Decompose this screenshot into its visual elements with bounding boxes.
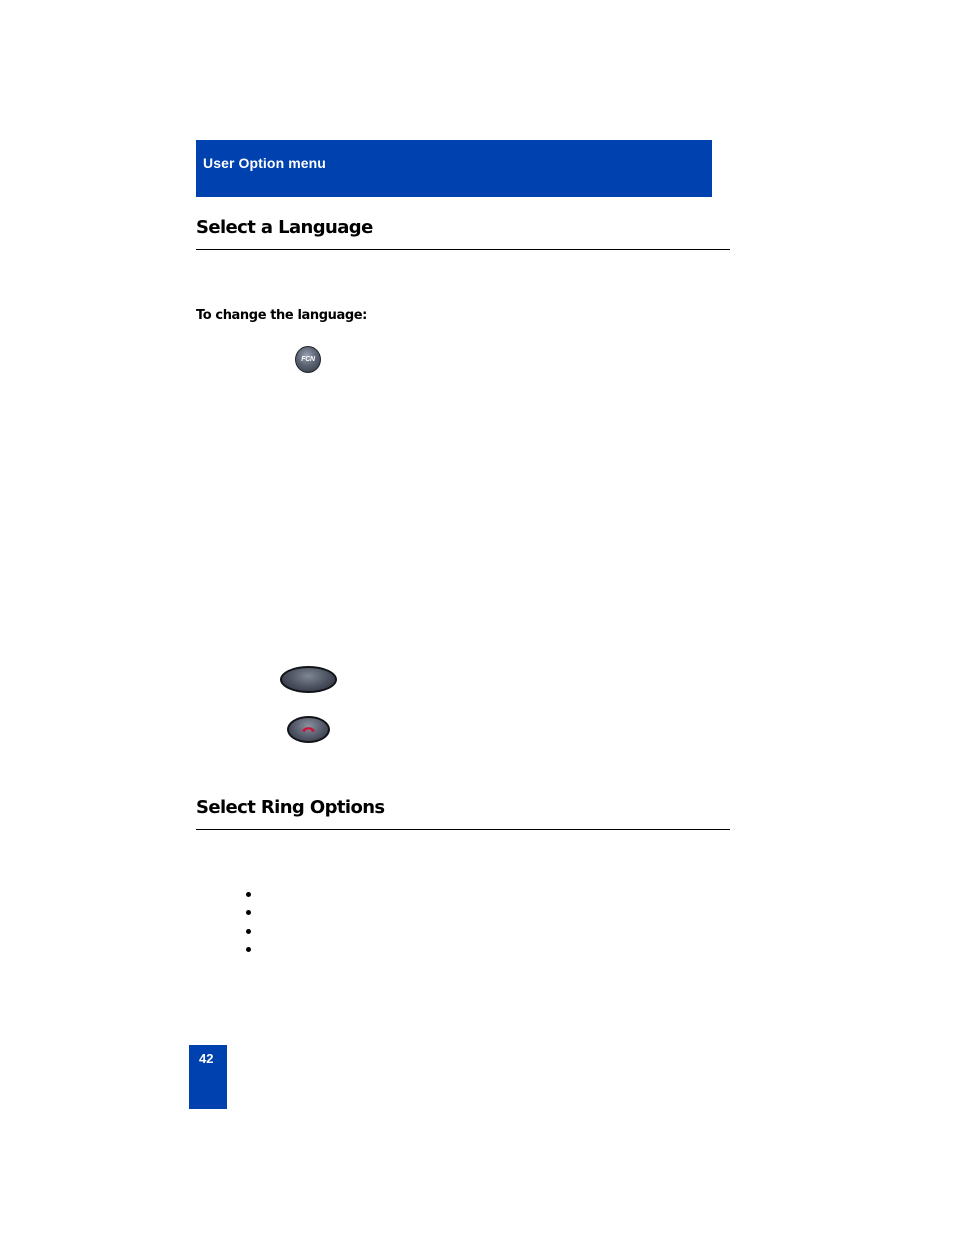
list-bullet xyxy=(246,929,251,934)
page-number-tab xyxy=(189,1045,227,1109)
list-bullet xyxy=(246,947,251,952)
section-heading-select-language: Select a Language xyxy=(196,217,373,238)
chapter-title: User Option menu xyxy=(203,155,326,171)
fcn-key-label: FCN xyxy=(301,356,315,363)
instruction-text: To change the language: xyxy=(196,308,367,323)
goodbye-key-icon xyxy=(287,716,330,743)
page-number: 42 xyxy=(199,1051,214,1066)
section-divider xyxy=(196,249,730,250)
handset-icon xyxy=(300,724,317,735)
section-heading-select-ring-options: Select Ring Options xyxy=(196,797,385,818)
fcn-key-icon xyxy=(295,346,321,373)
list-bullet xyxy=(246,892,251,897)
softkey-oval-icon xyxy=(280,666,337,693)
section-divider xyxy=(196,829,730,830)
list-bullet xyxy=(246,910,251,915)
chapter-header-bar xyxy=(196,140,712,197)
